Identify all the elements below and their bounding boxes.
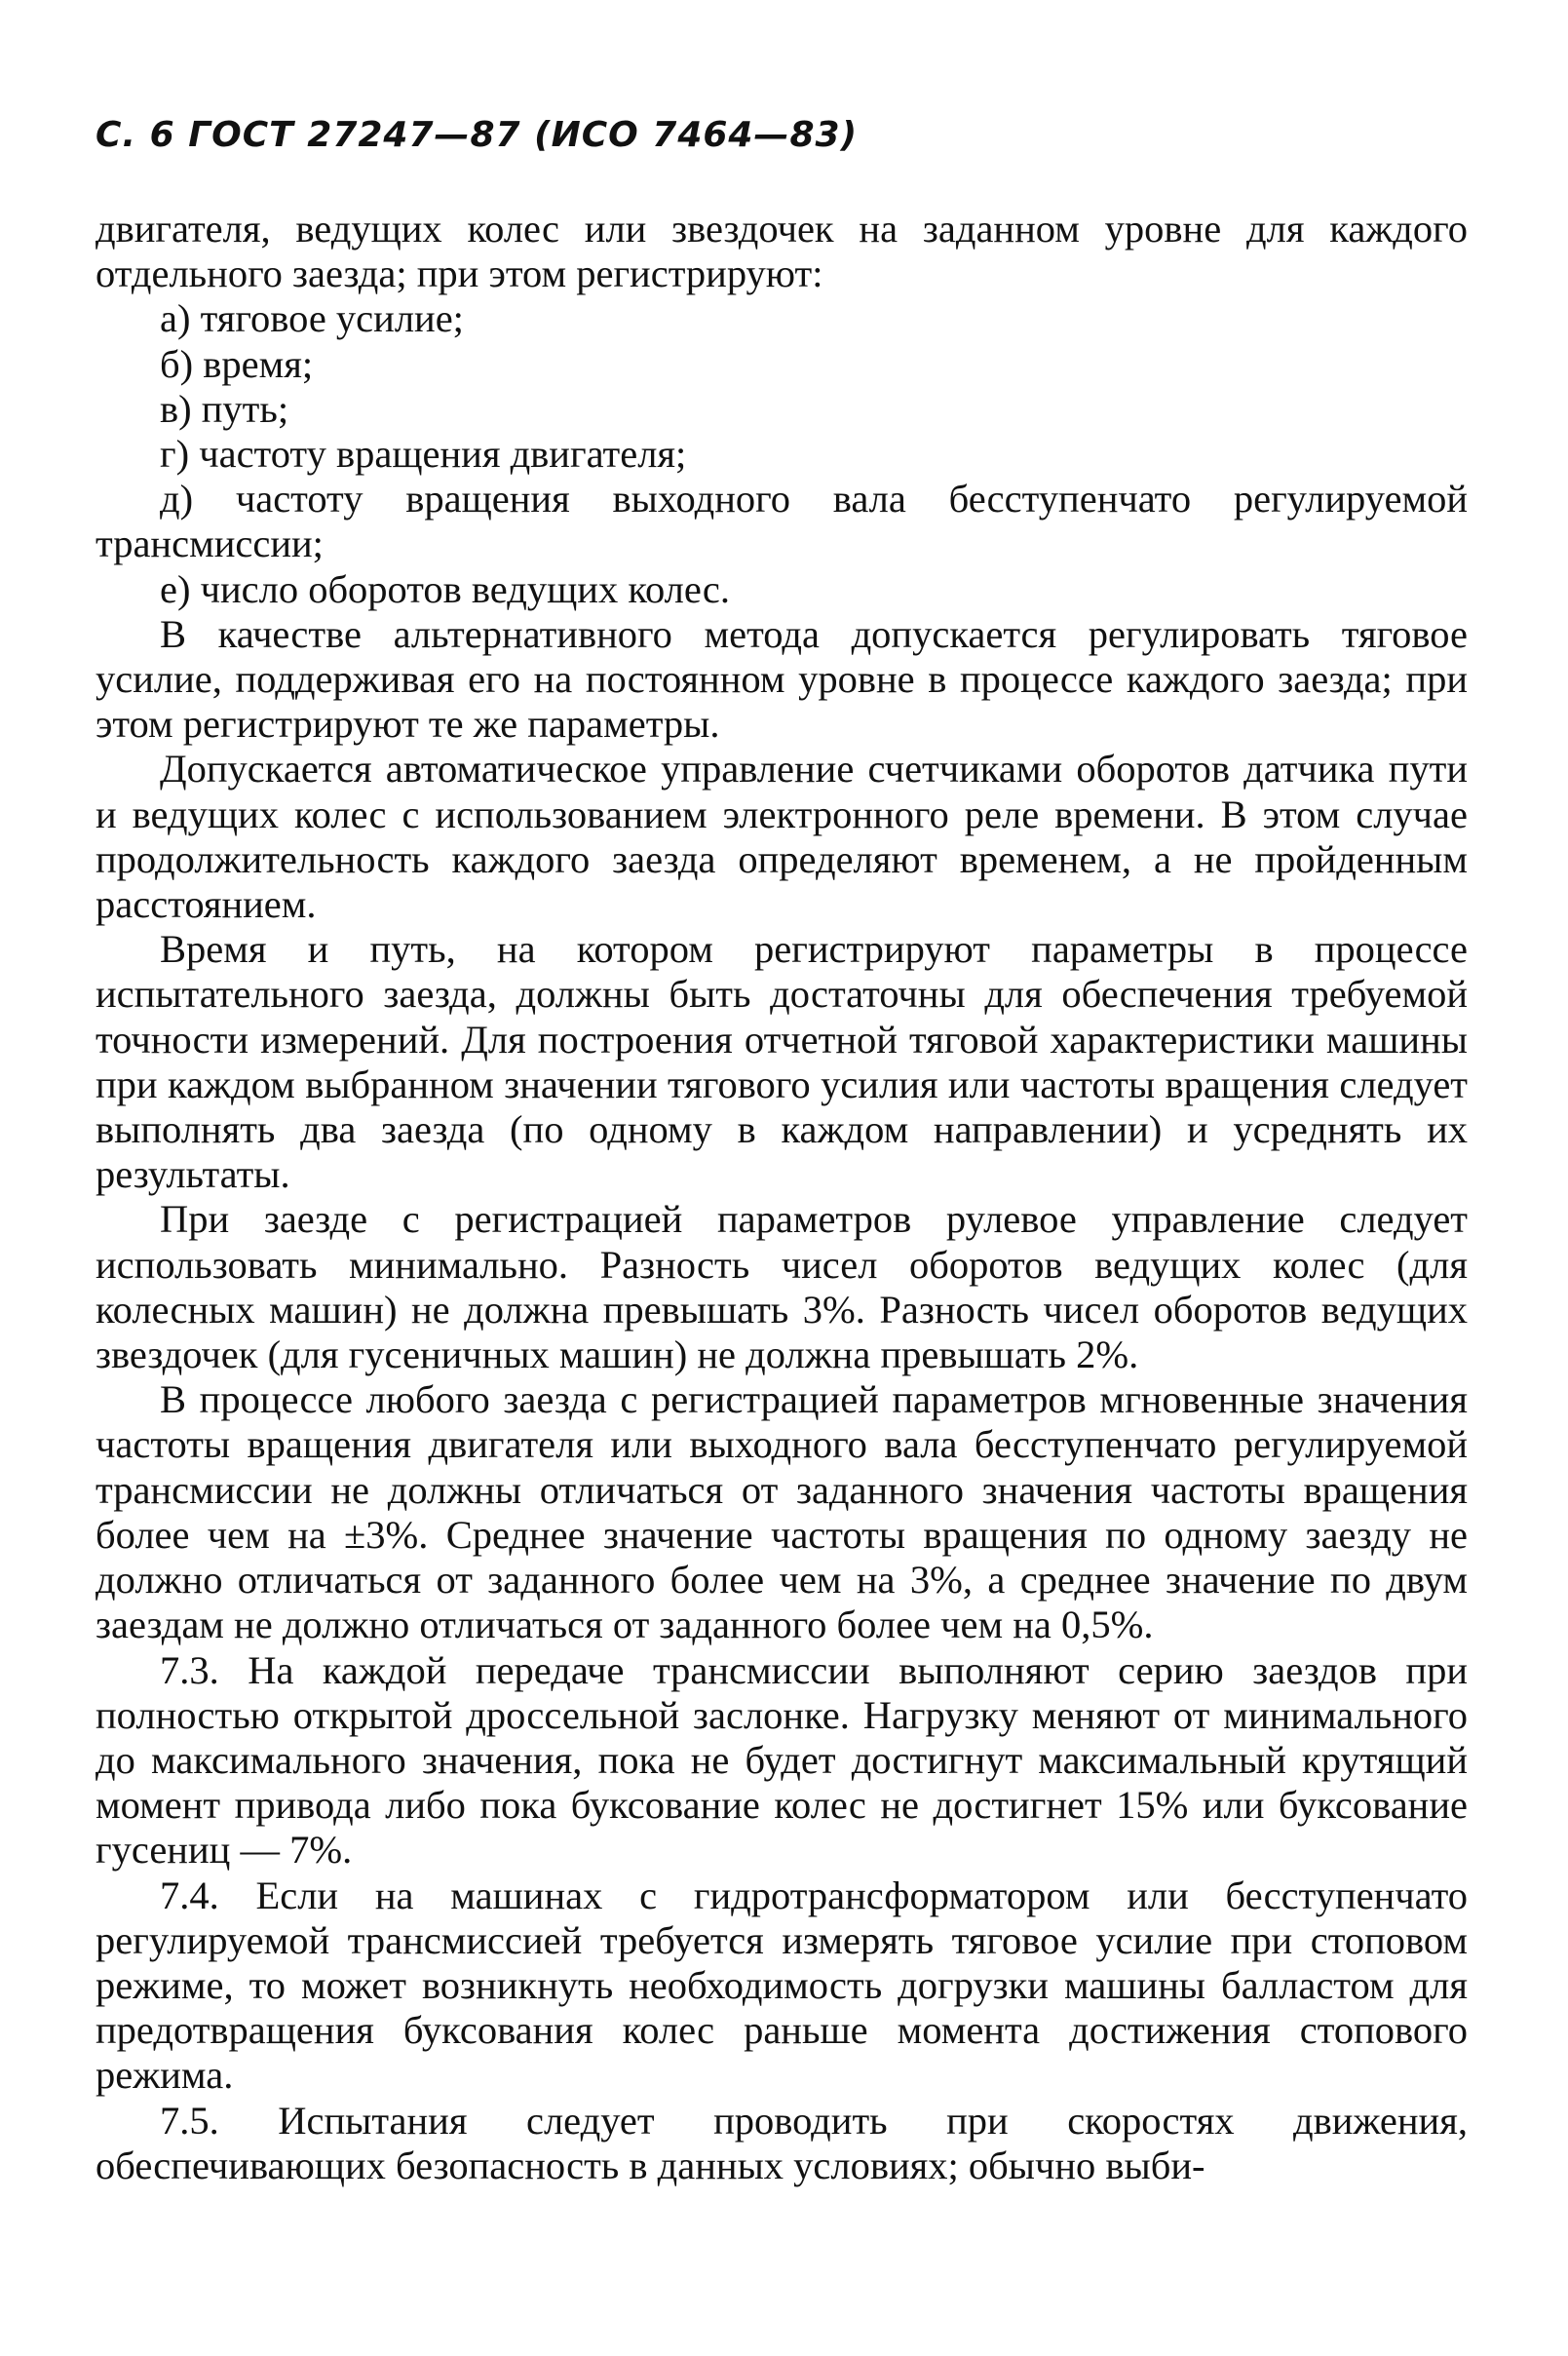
paragraph-section-7-4: 7.4. Если на машинах с гидротрансформатором или бесступенчато регулируемой трансмиссией требуется измерять тяговое усилие при стоповом режиме, то может возникнуть необходимость догрузки машины балластом для предотвращения буксования колес раньше момента достижения стопового режима. xyxy=(96,1873,1468,2098)
list-item-d: д) частоту вращения выходного вала бесступенчато регулируемой трансмиссии; xyxy=(96,477,1468,566)
page-header: С. 6 ГОСТ 27247—87 (ИСО 7464—83) xyxy=(96,115,859,155)
list-item-a: а) тяговое усилие; xyxy=(160,296,464,341)
paragraph-section-7-3: 7.3. На каждой передаче трансмиссии выполняют серию заездов при полностью открытой дроссельной заслонке. Нагрузку меняют от минимального до максимального значения, пока не будет достигнут максимальный крутящий момент привода либо пока буксование колес не достигнет 15% или буксование гусениц — 7%. xyxy=(96,1647,1468,1873)
document-body xyxy=(96,207,1468,2188)
paragraph-alternative-method: В качестве альтернативного метода допускается регулировать тяговое усилие, поддерживая его на постоянном уровне в процессе каждого заезда; при этом регистрируют те же параметры. xyxy=(96,611,1468,747)
paragraph-section-7-5: 7.5. Испытания следует проводить при скоростях движения, обеспечивающих безопасность в данных условиях; обычно выби- xyxy=(96,2098,1468,2187)
list-item-e: е) число оборотов ведущих колес. xyxy=(160,566,730,611)
list-item-v: в) путь; xyxy=(160,386,289,431)
paragraph-time-and-path: Время и путь, на котором регистрируют параметры в процессе испытательного заезда, должны быть достаточны для обеспечения требуемой точности измерений. Для построения отчетной тяговой характеристики машины при каждом выбранном значении тягового усилия или частоты вращения следует выполнять два заезда (по одному в каждом направлении) и усреднять их результаты. xyxy=(96,927,1468,1197)
paragraph-continuation: двигателя, ведущих колес или звездочек на заданном уровне для каждого отдельного заезда; при этом регистрируют: xyxy=(96,207,1468,296)
list-item-g: г) частоту вращения двигателя; xyxy=(160,432,687,477)
paragraph-steering: При заезде с регистрацией параметров рулевое управление следует использовать минимально. Разность чисел оборотов ведущих колес (для колесных машин) не должна превышать 3%. Разность чисел оборотов ведущих звездочек (для гусеничных машин) не должна превышать 2%. xyxy=(96,1197,1468,1377)
list-item-b: б) время; xyxy=(160,341,314,386)
paragraph-rotation-frequency: В процессе любого заезда с регистрацией параметров мгновенные значения частоты вращения двигателя или выходного вала бесступенчато регулируемой трансмиссии не должны отличаться от заданного значения частоты вращения более чем на ±3%. Среднее значение частоты вращения по одному заезду не должно отличаться от заданного более чем на 3%, а среднее значение по двум заездам не должно отличаться от заданного более чем на 0,5%. xyxy=(96,1377,1468,1647)
paragraph-automatic-control: Допускается автоматическое управление счетчиками оборотов датчика пути и ведущих колес с использованием электронного реле времени. В этом случае продолжительность каждого заезда определяют временем, а не пройденным расстоянием. xyxy=(96,747,1468,927)
